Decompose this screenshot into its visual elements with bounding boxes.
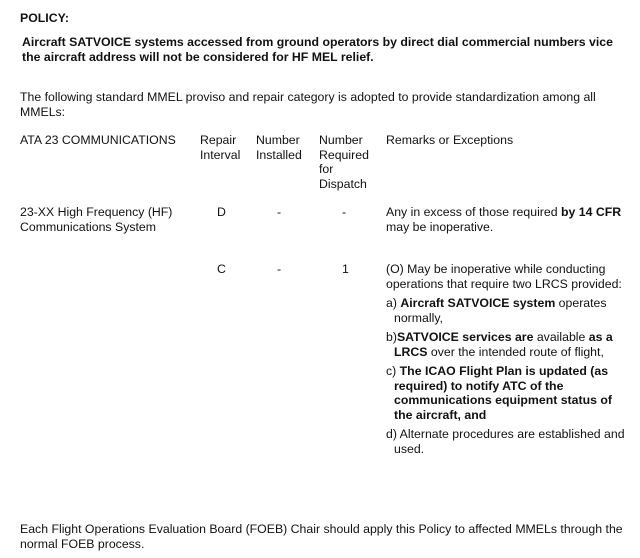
condition-b bbox=[386, 330, 631, 359]
condition-label: b) bbox=[386, 330, 397, 344]
footer-paragraph: Each Flight Operations Evaluation Board (FOEB) Chair should apply this Policy to affected MMELs through the normal FOEB process. bbox=[20, 522, 623, 551]
remarks-bold: by 14 CFR bbox=[561, 205, 622, 219]
header-ata: ATA 23 COMMUNICATIONS bbox=[20, 133, 176, 147]
condition-label: a) bbox=[386, 296, 401, 310]
condition-text: available bbox=[533, 330, 589, 344]
condition-d bbox=[386, 427, 631, 456]
row1-item: 23-XX High Frequency (HF) Communications System bbox=[20, 205, 173, 234]
row1-number-installed: - bbox=[277, 205, 282, 219]
header-repair-interval: Repair Interval bbox=[200, 133, 241, 162]
condition-bold: Aircraft SATVOICE system bbox=[400, 296, 556, 310]
condition-bold: SATVOICE services are bbox=[396, 330, 534, 344]
condition-a bbox=[386, 296, 631, 325]
condition-c bbox=[386, 364, 631, 422]
header-number-installed: Number Installed bbox=[256, 133, 302, 162]
condition-text: operates normally, bbox=[394, 296, 607, 325]
row2-number-installed: - bbox=[277, 262, 282, 276]
intro-paragraph: The following standard MMEL proviso and repair category is adopted to provide standardization among all MMELs: bbox=[20, 90, 596, 119]
condition-label: c) bbox=[386, 364, 400, 378]
row2-repair-interval: C bbox=[217, 262, 226, 276]
condition-bold: as a LRCS bbox=[394, 330, 613, 359]
remarks-intro: (O) May be inoperative while conducting operations that require two LRCS provided: bbox=[386, 262, 622, 291]
row1-repair-interval: D bbox=[217, 205, 226, 219]
condition-text: over the intended route of flight, bbox=[427, 344, 604, 359]
condition-text: Alternate procedures are established and used. bbox=[394, 427, 625, 456]
row2-remarks bbox=[386, 262, 631, 456]
row1-remarks bbox=[386, 205, 626, 234]
row2-number-required: 1 bbox=[342, 262, 349, 276]
header-remarks: Remarks or Exceptions bbox=[386, 133, 514, 147]
header-number-required: Number Required for Dispatch bbox=[319, 133, 369, 191]
policy-statement: Aircraft SATVOICE systems accessed from ground operators by direct dial commercial numbers vice the aircraft address will not be considered for HF MEL relief. bbox=[22, 35, 613, 64]
row1-number-required: - bbox=[342, 205, 347, 219]
condition-label: d) bbox=[386, 427, 400, 441]
remarks-text: may be inoperative. bbox=[386, 219, 494, 234]
remarks-text: Any in excess of those required bbox=[386, 205, 561, 219]
condition-bold: The ICAO Flight Plan is updated (as required) to notify ATC of the communications equipment status of the aircraft, and bbox=[394, 364, 612, 422]
policy-heading: POLICY: bbox=[20, 11, 69, 25]
